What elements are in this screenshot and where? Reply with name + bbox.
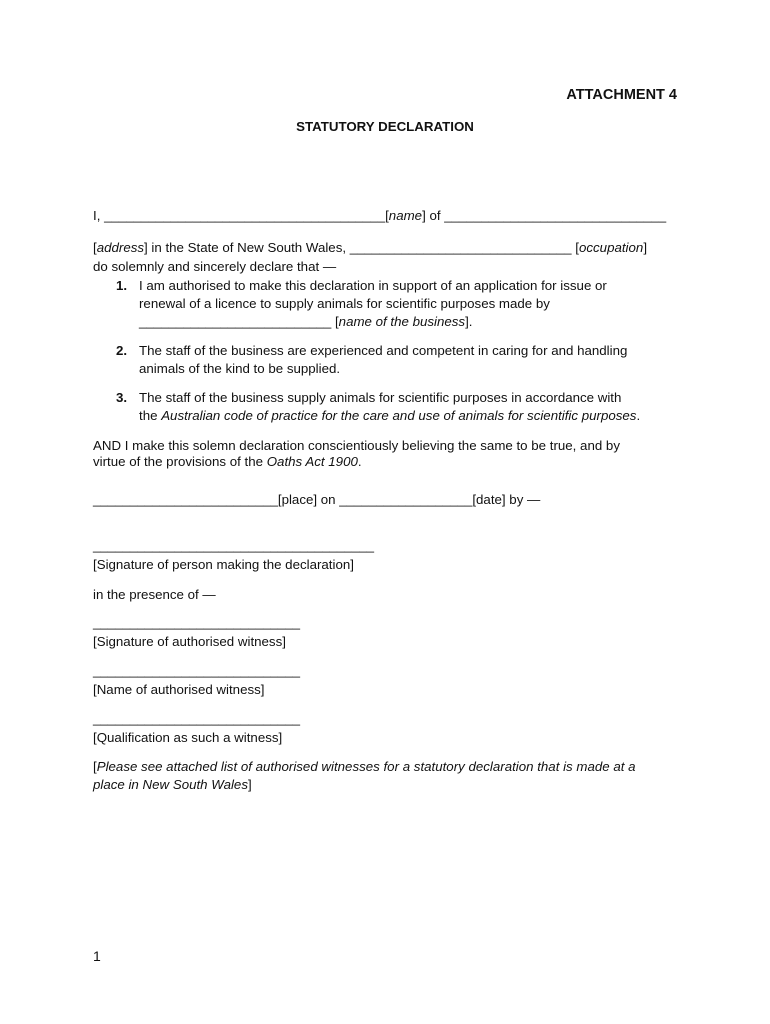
page-number: 1 (93, 948, 101, 964)
solemn-line-2 (93, 453, 362, 471)
witness-note-text: Please see attached list of authorised witnesses for a statutory declaration that is made at a (96, 759, 636, 774)
place-date-line: _________________________[place] on __________________[date] by — (93, 492, 541, 507)
declaration-item-3 (93, 389, 683, 425)
declaration-item-2 (93, 342, 683, 378)
occupation-field-label: occupation (578, 240, 644, 255)
item-number: 2. (116, 343, 128, 358)
item-number: 1. (116, 278, 128, 293)
witness-name-line: ____________________________ (93, 663, 301, 678)
item-text-post: . (636, 408, 641, 423)
witness-name-label: [Name of authorised witness] (93, 682, 265, 697)
act-title: Oaths Act 1900 (266, 454, 358, 469)
witness-qualification-label: [Qualification as such a witness] (93, 730, 283, 745)
witness-signature-label: [Signature of authorised witness] (93, 634, 286, 649)
witness-note-line-2 (93, 776, 252, 794)
bracket-open: [ (93, 240, 97, 255)
signature-label: [Signature of person making the declaration] (93, 557, 354, 572)
item-text: animals of the kind to be supplied. (139, 361, 341, 376)
item-text: renewal of a licence to supply animals for scientific purposes made by (139, 296, 550, 311)
item-text (139, 313, 683, 331)
bracket-close: ] (247, 777, 252, 792)
address-field-label: address (96, 240, 145, 255)
item-text: The staff of the business supply animals for scientific purposes in accordance with (139, 390, 622, 405)
address-occupation-line (93, 239, 647, 257)
presence-text: in the presence of — (93, 587, 216, 602)
solemn-line-1: AND I make this solemn declaration conscientiously believing the same to be true, and by (93, 438, 620, 453)
bracket-close: ]. (465, 314, 473, 329)
name-field-label: name (388, 208, 423, 223)
witness-qualification-line: ____________________________ (93, 711, 301, 726)
witness-note-text: place in New South Wales (93, 777, 248, 792)
witness-signature-line: ____________________________ (93, 615, 301, 630)
bracket-open: [ (93, 759, 97, 774)
bracket-close: ] (643, 240, 648, 255)
declare-intro: do solemnly and sincerely declare that — (93, 259, 337, 274)
item-text-pre: the (139, 408, 162, 423)
item-text: The staff of the business are experienced and competent in caring for and handling (139, 343, 628, 358)
declarant-name-blank: I, ______________________________________[ (93, 208, 389, 223)
item-text (139, 407, 683, 425)
state-text: ] in the State of New South Wales, ______________________________ [ (144, 240, 579, 255)
declarant-name-line (93, 207, 666, 225)
business-blank: __________________________ [ (139, 314, 339, 329)
signature-line: ______________________________________ (93, 538, 375, 553)
witness-note-line-1 (93, 758, 636, 776)
declaration-item-1 (93, 277, 683, 331)
declarant-of-blank: ] of ______________________________ (422, 208, 667, 223)
page-title: STATUTORY DECLARATION (296, 119, 474, 134)
business-field-label: name of the business (338, 314, 466, 329)
item-text: I am authorised to make this declaration in support of an application for issue or (139, 278, 607, 293)
item-number: 3. (116, 390, 128, 405)
solemn-text-post: . (357, 454, 362, 469)
attachment-label: ATTACHMENT 4 (566, 87, 677, 103)
solemn-text: virtue of the provisions of the (93, 454, 267, 469)
code-title: Australian code of practice for the care and use of animals for scientific purposes (161, 408, 637, 423)
